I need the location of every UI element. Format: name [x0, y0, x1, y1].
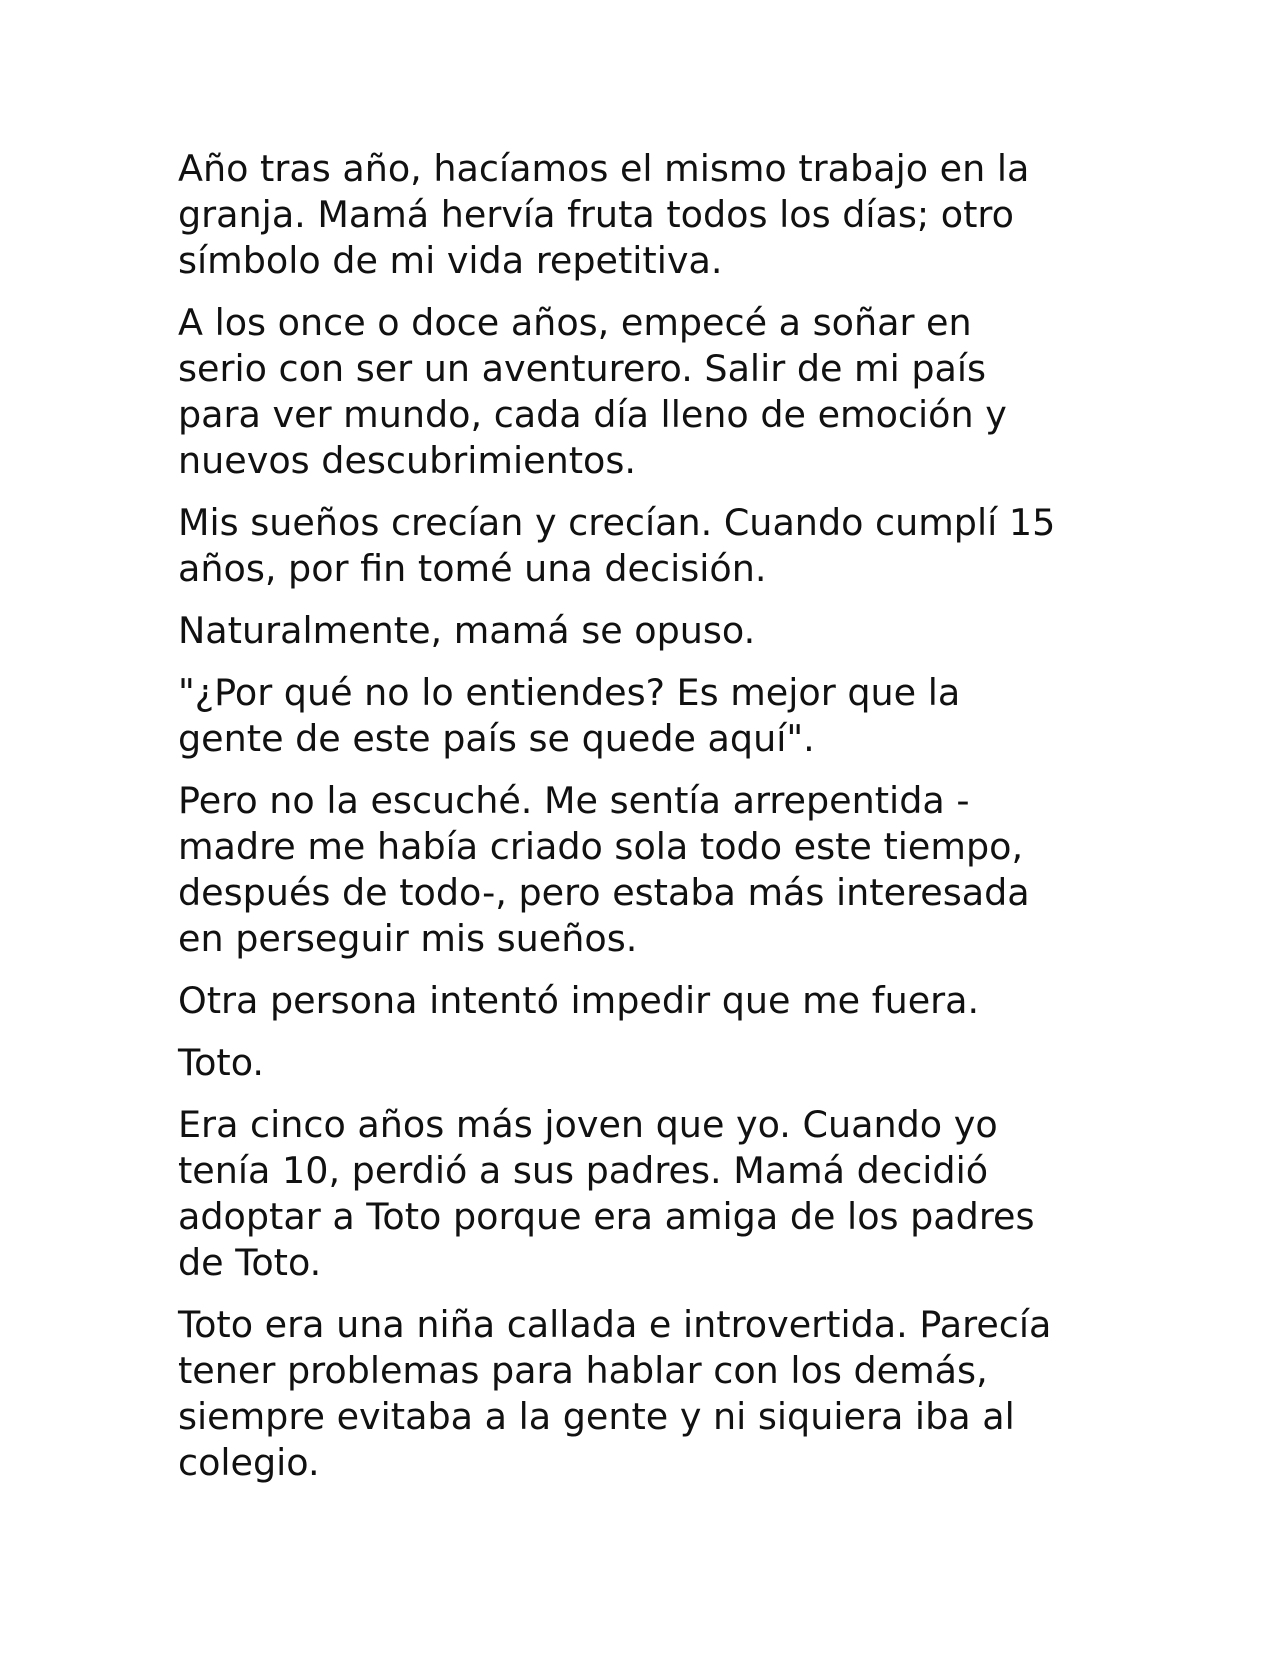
paragraph-6: Pero no la escuché. Me sentía arrepentida - madre me había criado sola todo este tiempo, después de todo-, pero estaba más interesada en perseguir mis sueños.	[178, 779, 1030, 960]
text-body	[178, 146, 1108, 1502]
paragraph-5: "¿Por qué no lo entiendes? Es mejor que la gente de este país se quede aquí".	[178, 671, 961, 760]
paragraph-10: Toto era una niña callada e introvertida. Parecía tener problemas para hablar con los demás, siempre evitaba a la gente y ni siquiera iba al colegio.	[178, 1303, 1052, 1484]
paragraph-4: Naturalmente, mamá se opuso.	[178, 609, 756, 652]
paragraph-9: Era cinco años más joven que yo. Cuando yo tenía 10, perdió a sus padres. Mamá decidió adoptar a Toto porque era amiga de los padres de Toto.	[178, 1103, 1035, 1284]
paragraph-1: Año tras año, hacíamos el mismo trabajo en la granja. Mamá hervía fruta todos los días; otro símbolo de mi vida repetitiva.	[178, 147, 1030, 282]
paragraph-7: Otra persona intentó impedir que me fuera.	[178, 979, 980, 1022]
paragraph-2: A los once o doce años, empecé a soñar en serio con ser un aventurero. Salir de mi país para ver mundo, cada día lleno de emoción y nuevos descubrimientos.	[178, 301, 1007, 482]
paragraph-3: Mis sueños crecían y crecían. Cuando cumplí 15 años, por fin tomé una decisión.	[178, 501, 1056, 590]
paragraph-8: Toto.	[178, 1041, 265, 1084]
